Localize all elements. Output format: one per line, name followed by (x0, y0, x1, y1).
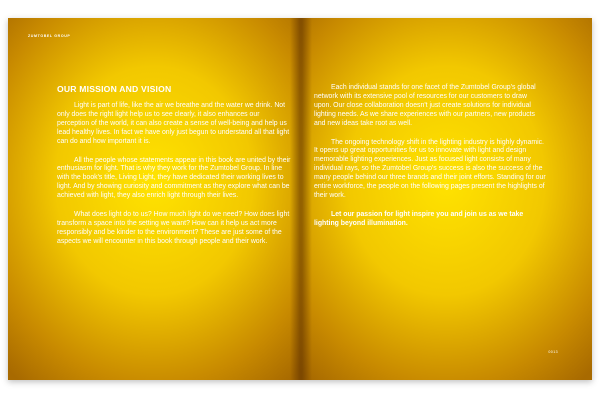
left-text-column (57, 102, 293, 257)
paragraph: All the people whose statements appear in this book are united by their enthusiasm for light. That is why they work for the Zumtobel Group. In line with the book's title, Living Light, they have dedicated their working lives to light. And by showing curiosity and commitment as they explore what can be achieved with light, they also enrich light through their lives. (57, 156, 291, 200)
running-head: ZUMTOBEL GROUP (28, 34, 71, 38)
right-text-column (314, 84, 546, 239)
page-number: 0013 (548, 350, 558, 354)
paragraph: Light is part of life, like the air we breathe and the water we drink. Not only does the right light help us to see clearly, it also enhances our perception of the world, it can also create a sense of well-being and help us lead healthy lives. In fact we have only just begun to understand all that light can do and how important it is. (57, 102, 290, 145)
right-page (300, 18, 592, 380)
paragraph: The ongoing technology shift in the lighting industry is highly dynamic. It opens up great opportunities for us to innovate with light and design memorable lighting experiences. Just as focused light consists of many individual rays, so the Zumtobel Group's success is also the success of the many people behind our three brands and their joint efforts. Standing for our entire workforce, the people on the following pages present the highlights of their work. (314, 138, 546, 199)
book-spread (8, 18, 592, 380)
left-page (8, 18, 300, 380)
page-heading: OUR MISSION AND VISION (57, 84, 172, 94)
paragraph: Each individual stands for one facet of the Zumtobel Group's global network with its extensive pool of resources for our customers to draw upon. Our close collaboration doesn't just create solutions for individual lighting needs. As we share experiences with our partners, new products and new ideas take root as well. (314, 84, 536, 127)
closing-statement: Let our passion for light inspire you and join us as we take lighting beyond illumination. (314, 210, 524, 227)
paragraph: What does light do to us? How much light do we need? How does light transform a space into the setting we want? How can it help us act more responsibly and be kinder to the environment? These are just some of the aspects we will encounter in this book through people and their work. (57, 211, 290, 245)
